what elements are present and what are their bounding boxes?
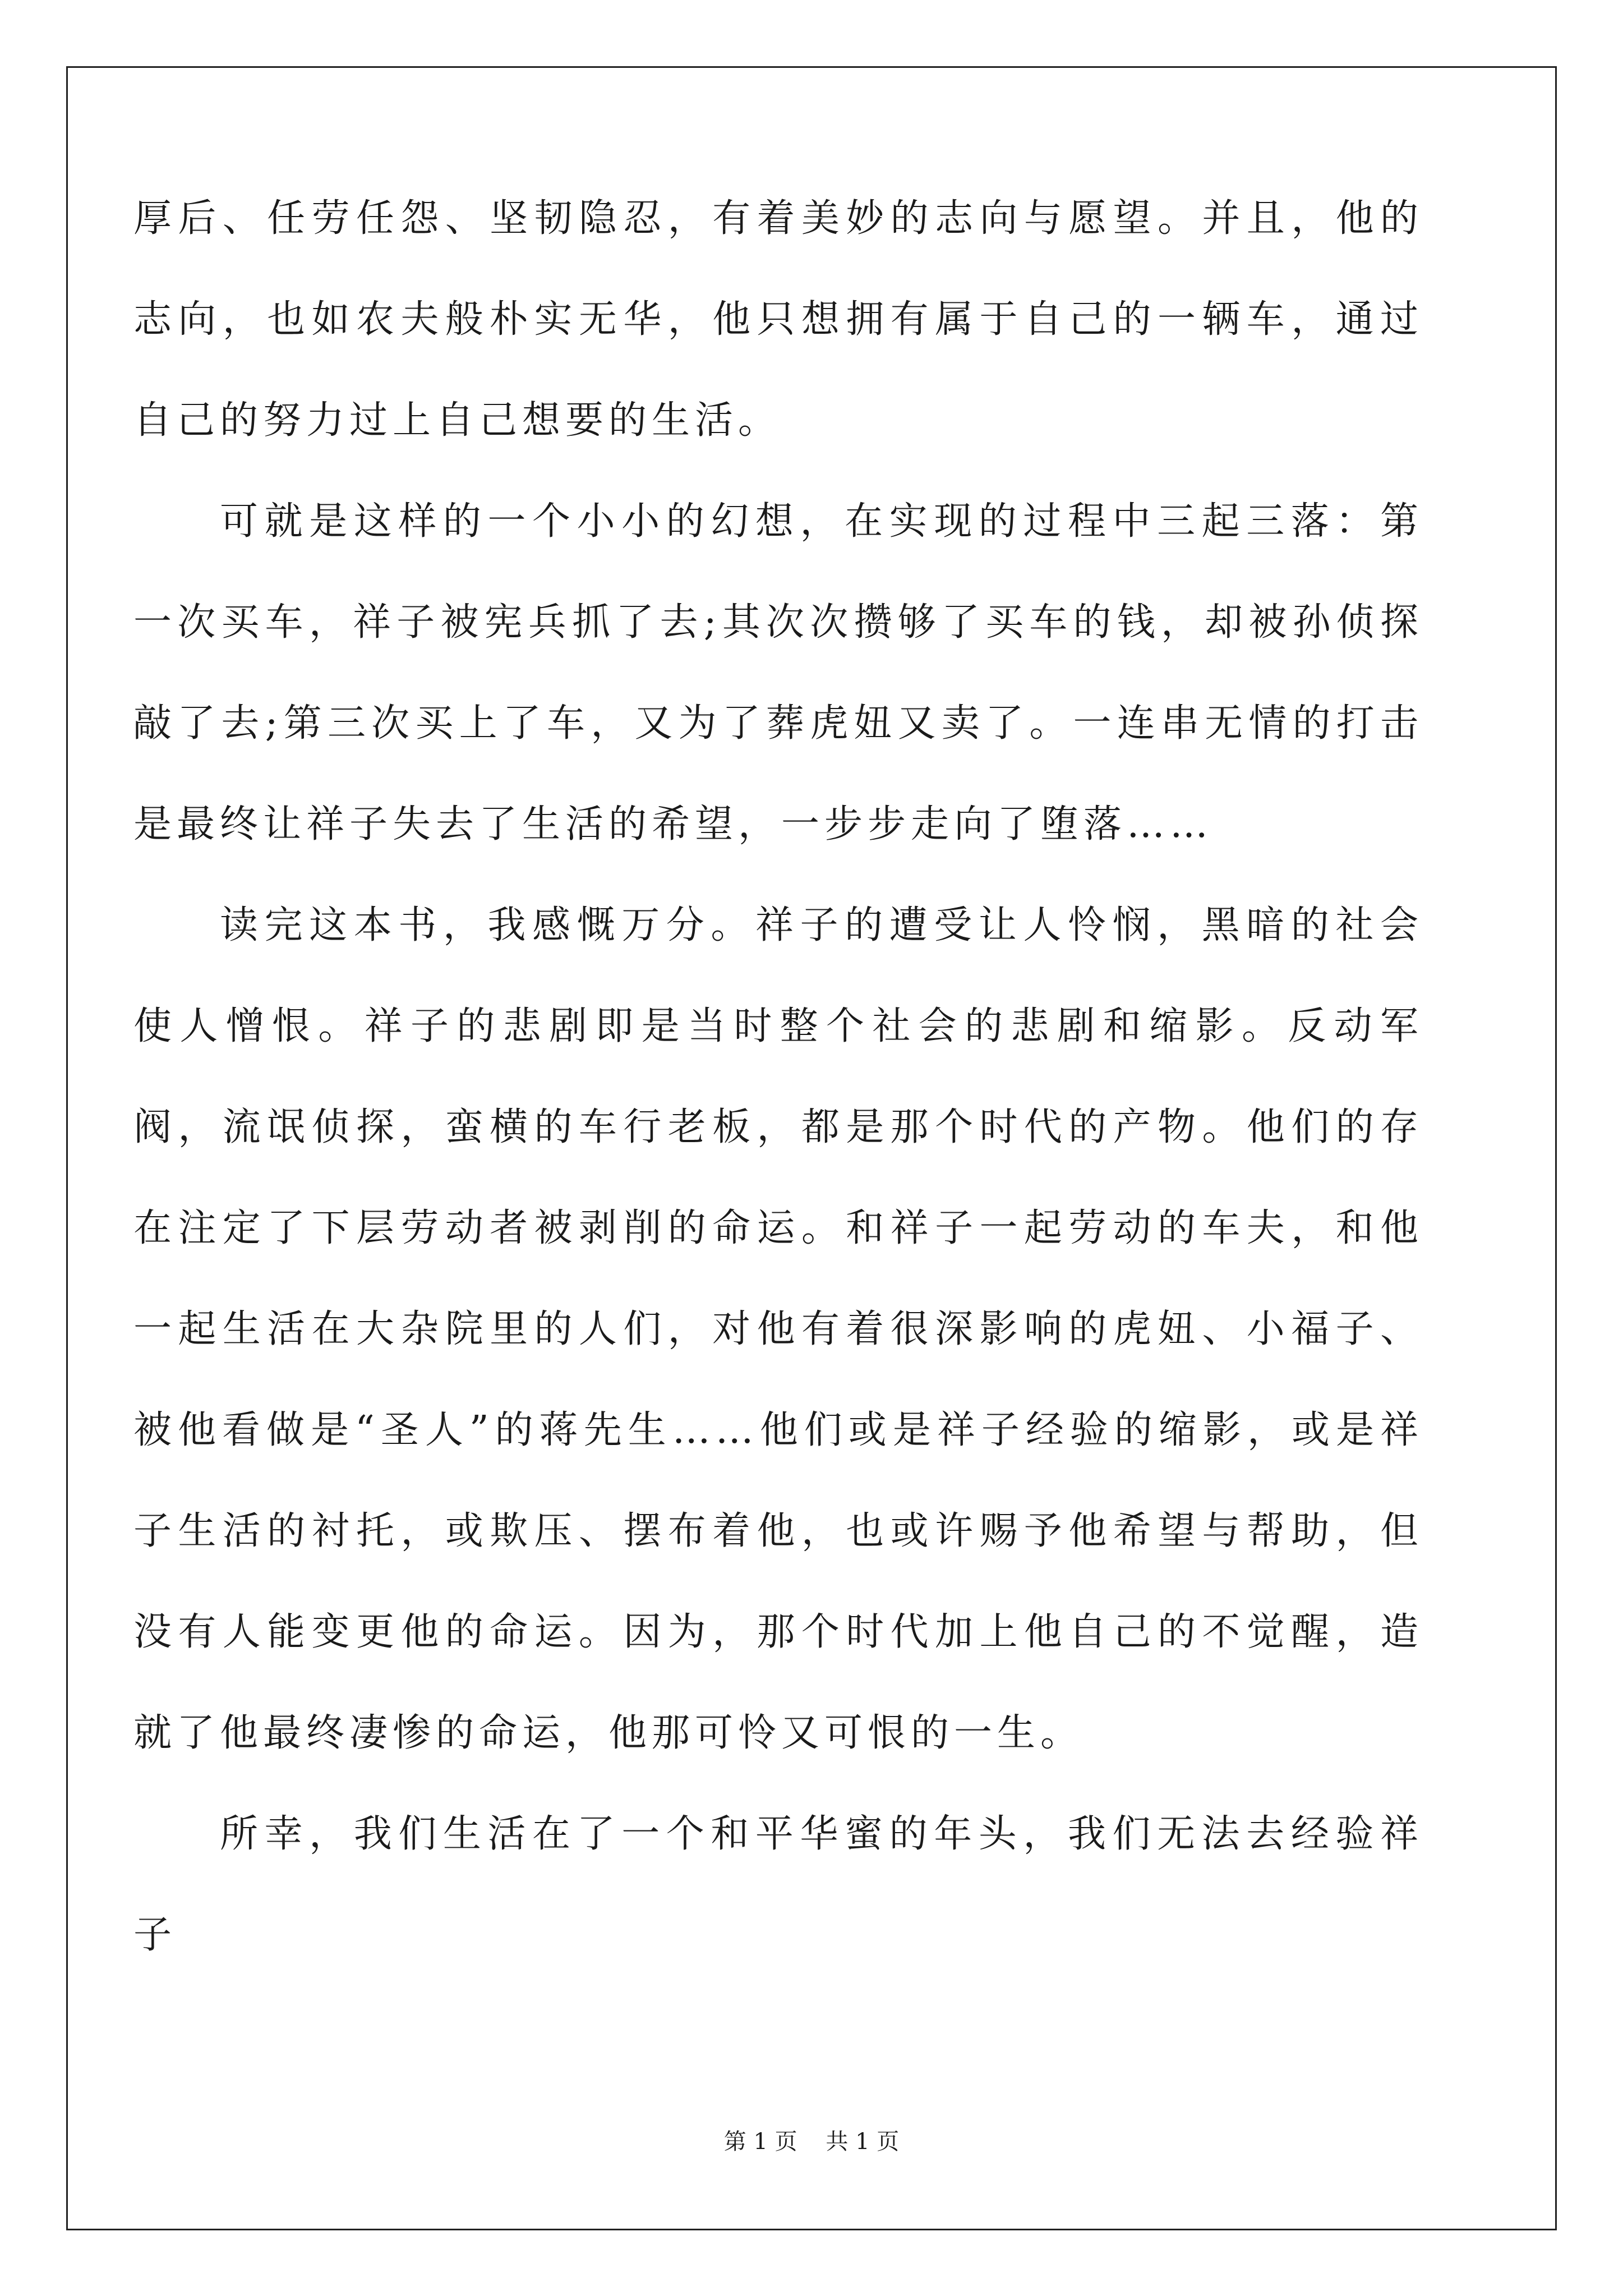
page-number-current: 第 1 页 bbox=[723, 2129, 797, 2155]
page-number-total: 共 1 页 bbox=[826, 2129, 900, 2155]
paragraph-1: 厚后、任劳任怨、坚韧隐忍，有着美妙的志向与愿望。并且，他的志向，也如农夫般朴实无华，他只想拥有属于自己的一辆车，通过自己的努力过上自己想要的生活。 bbox=[133, 196, 1423, 443]
document-body bbox=[133, 168, 1423, 2008]
page-footer bbox=[0, 2126, 1623, 2157]
paragraph-3: 读完这本书，我感慨万分。祥子的遭受让人怜悯，黑暗的社会使人憎恨。祥子的悲剧即是当时整个社会的悲剧和缩影。反动军阀，流氓侦探，蛮横的车行老板，都是那个时代的产物。他们的存在注定了下层劳动者被剥削的命运。和祥子一起劳动的车夫，和他一起生活在大杂院里的人们，对他有着很深影响的虎妞、小福子、被他看做是“圣人”的蒋先生……他们或是祥子经验的缩影，或是祥子生活的衬托，或欺压、摆布着他，也或许赐予他希望与帮助，但没有人能变更他的命运。因为，那个时代加上他自己的不觉醒，造就了他最终凄惨的命运，他那可怜又可恨的一生。 bbox=[133, 903, 1423, 1755]
paragraph-2: 可就是这样的一个小小的幻想，在实现的过程中三起三落：第一次买车，祥子被宪兵抓了去;其次次攒够了买车的钱，却被孙侦探敲了去;第三次买上了车，又为了葬虎妞又卖了。一连串无情的打击是最终让祥子失去了生活的希望，一步步走向了堕落…… bbox=[133, 499, 1423, 846]
paragraph-4: 所幸，我们生活在了一个和平华蜜的年头，我们无法去经验祥子 bbox=[133, 1812, 1423, 1957]
